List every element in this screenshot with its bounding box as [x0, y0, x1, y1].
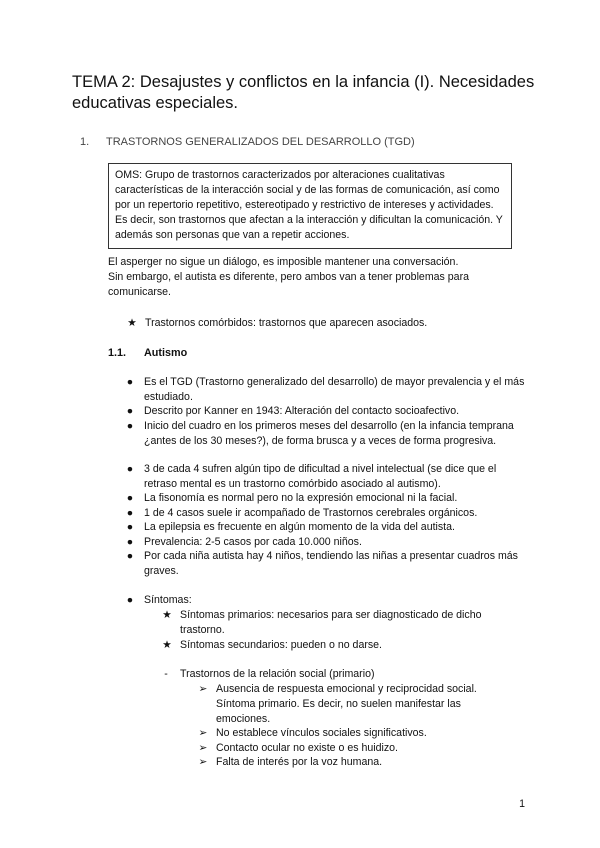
round-bullet-icon: ● [126, 405, 134, 417]
subsection-heading-autismo [108, 347, 187, 359]
list-item-text: No establece vínculos sociales significativos. [216, 727, 427, 739]
list-item-text: Ausencia de respuesta emocional y reciprocidad social. Síntoma primario. Es decir, no suelen manifestar las emociones. [216, 683, 477, 725]
round-bullet-icon: ● [126, 507, 134, 519]
list-item-text: 1 de 4 casos suele ir acompañado de Trastornos cerebrales orgánicos. [144, 507, 478, 519]
list-item-text: La fisonomía es normal pero no la expresión emocional ni la facial. [144, 492, 458, 504]
list-item-text: Prevalencia: 2-5 casos por cada 10.000 niños. [144, 536, 362, 548]
list-item-text: Por cada niña autista hay 4 niños, tendiendo las niñas a presentar cuadros más graves. [144, 550, 518, 577]
list-item-text: Contacto ocular no existe o es huidizo. [216, 742, 398, 754]
round-bullet-icon: ● [126, 550, 134, 562]
round-bullet-icon: ● [126, 463, 134, 475]
list-item-text: Síntomas primarios: necesarios para ser diagnosticado de dicho trastorno. [180, 609, 482, 636]
list-item-text: La epilepsia es frecuente en algún momento de la vida del autista. [144, 521, 455, 533]
star-bullet-icon: ★ [162, 609, 172, 621]
section-heading-tgd [80, 136, 415, 148]
arrow-bullet-icon: ➢ [198, 683, 208, 695]
star-bullet-icon: ★ [127, 317, 137, 329]
list-item-text: Inicio del cuadro en los primeros meses del desarrollo (en la infancia temprana ¿antes de los 30 meses?), de forma brusca y a veces de forma progresiva. [144, 420, 514, 447]
oms-definition-box: OMS: Grupo de trastornos caracterizados por alteraciones cualitativas características de la interacción social y de las formas de comunicación, así como por un repertorio repetitivo, estereotipado y restrictivo de intereses y actividades. Es decir, son trastornos que afectan a la interacción y dificultan la comunicación. Y además son personas que van a repetir acciones. [108, 163, 512, 249]
asperger-paragraph: El asperger no sigue un diálogo, es imposible mantener una conversación. [108, 256, 459, 268]
arrow-bullet-icon: ➢ [198, 756, 208, 768]
subsection-label: Autismo [144, 347, 188, 359]
comorbid-note-text: Trastornos comórbidos: trastornos que aparecen asociados. [145, 317, 428, 329]
star-bullet-icon: ★ [162, 639, 172, 651]
document-title: TEMA 2: Desajustes y conflictos en la infancia (I). Necesidades educativas especiales. [72, 73, 535, 112]
list-item-text: Descrito por Kanner en 1943: Alteración del contacto socioafectivo. [144, 405, 460, 417]
autism-difference-paragraph: Sin embargo, el autista es diferente, pero ambos van a tener problemas para comunicarse. [108, 271, 469, 298]
list-item-text: Es el TGD (Trastorno generalizado del desarrollo) de mayor prevalencia y el más estudiado. [144, 376, 525, 403]
section-label: TRASTORNOS GENERALIZADOS DEL DESARROLLO (TGD) [106, 136, 415, 148]
dash-bullet-icon: - [164, 668, 168, 680]
round-bullet-icon: ● [126, 594, 134, 606]
subsection-number: 1.1. [108, 347, 127, 359]
round-bullet-icon: ● [126, 420, 134, 432]
section-number: 1. [80, 136, 90, 148]
list-item-text: 3 de cada 4 sufren algún tipo de dificultad a nivel intelectual (se dice que el retraso mental es un trastorno comórbido asociado al autismo). [144, 463, 497, 490]
arrow-bullet-icon: ➢ [198, 727, 208, 739]
round-bullet-icon: ● [126, 492, 134, 504]
page-number: 1 [519, 798, 525, 810]
symptoms-label: Síntomas: [144, 594, 192, 606]
arrow-bullet-icon: ➢ [198, 742, 208, 754]
list-item-text: Falta de interés por la voz humana. [216, 756, 383, 768]
round-bullet-icon: ● [126, 536, 134, 548]
round-bullet-icon: ● [126, 376, 134, 388]
round-bullet-icon: ● [126, 521, 134, 533]
social-relations-label: Trastornos de la relación social (primario) [180, 668, 375, 680]
list-item-text: Síntomas secundarios: pueden o no darse. [180, 639, 383, 651]
